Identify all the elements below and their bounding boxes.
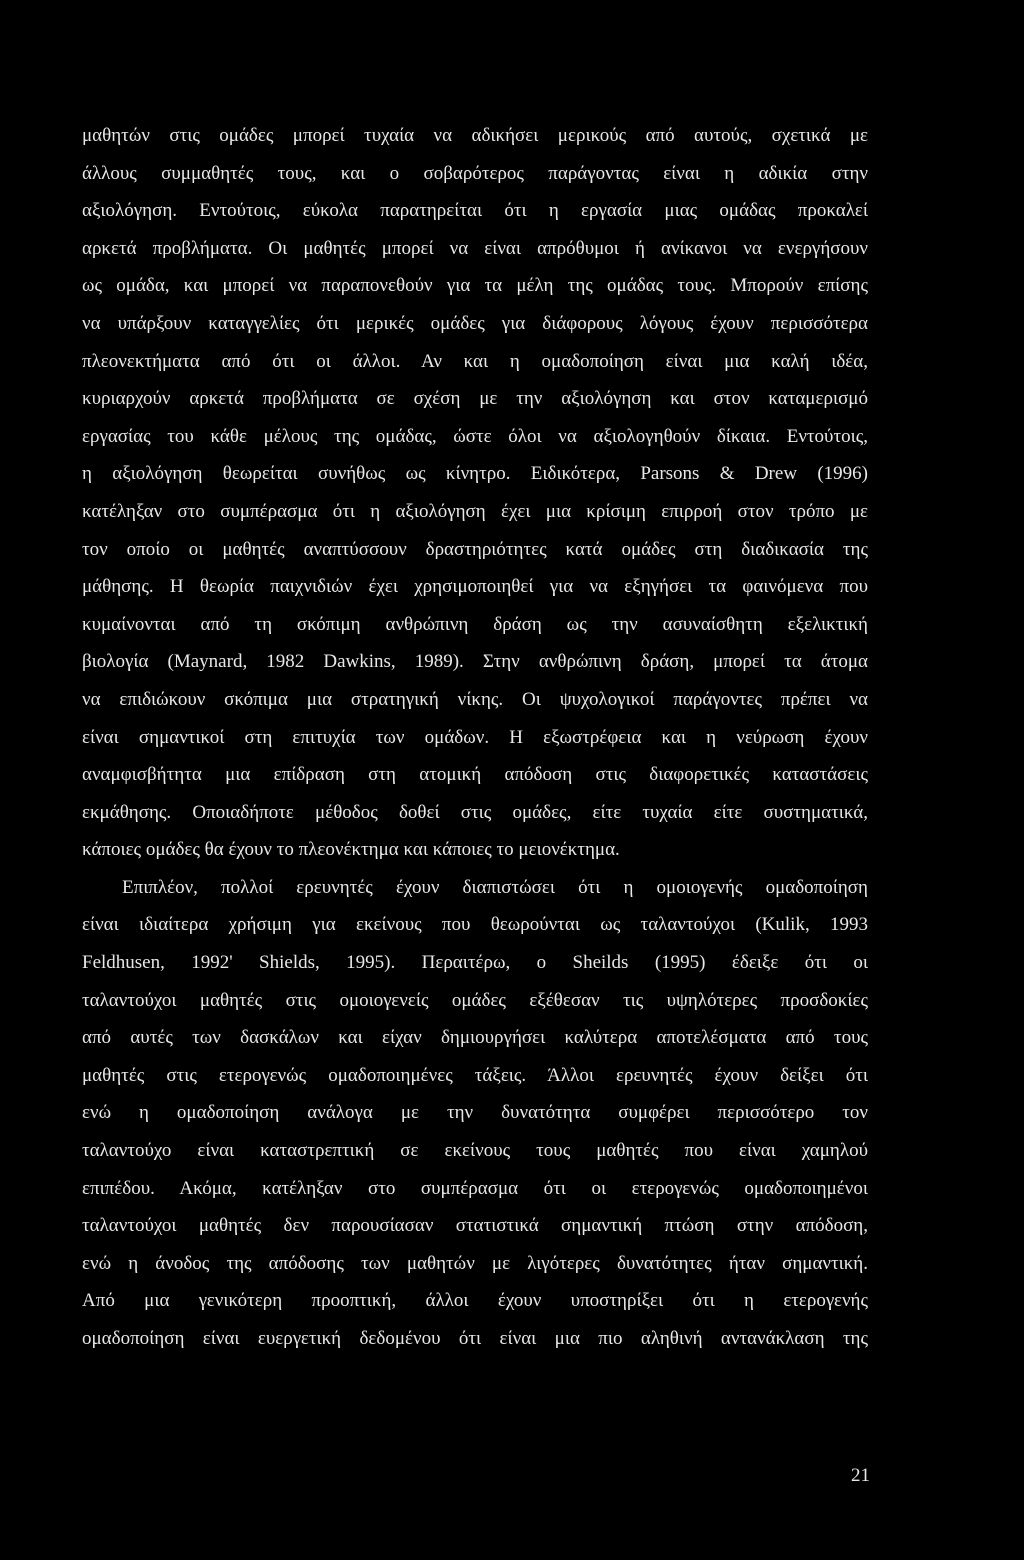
text-line: να υπάρξουν καταγγελίες ότι μερικές ομάδες για διάφορους λόγους έχουν περισσότερα — [82, 312, 868, 334]
text-line: Επιπλέον, πολλοί ερευνητές έχουν διαπιστώσει ότι η ομοιογενής ομαδοποίηση — [122, 876, 868, 898]
text-line: να επιδιώκουν σκόπιμα μια στρατηγική νίκης. Οι ψυχολογικοί παράγοντες πρέπει να — [82, 688, 868, 710]
text-line: ταλαντούχοι μαθητές δεν παρουσίασαν στατιστικά σημαντική πτώση στην απόδοση, — [82, 1215, 868, 1237]
text-line: μαθητές στις ετερογενώς ομαδοποιημένες τάξεις. Άλλοι ερευνητές έχουν δείξει ότι — [82, 1064, 868, 1086]
text-line: ταλαντούχο είναι καταστρεπτική σε εκείνους τους μαθητές που είναι χαμηλού — [82, 1140, 868, 1162]
text-line: αξιολόγηση. Εντούτοις, εύκολα παρατηρείται ότι η εργασία μιας ομάδας προκαλεί — [82, 200, 868, 222]
text-line: κυμαίνονται από τη σκόπιμη ανθρώπινη δράση ως την ασυναίσθητη εξελικτική — [82, 613, 868, 635]
text-line: Feldhusen, 1992' Shields, 1995). Περαιτέρω, ο Sheilds (1995) έδειξε ότι οι — [82, 952, 868, 974]
text-line: είναι σημαντικοί στη επιτυχία των ομάδων. Η εξωστρέφεια και η νεύρωση έχουν — [82, 726, 868, 748]
text-line: κυριαρχούν αρκετά προβλήματα σε σχέση με την αξιολόγηση και στον καταμερισμό — [82, 388, 868, 410]
text-line: κάποιες ομάδες θα έχουν το πλεονέκτημα και κάποιες το μειονέκτημα. — [82, 839, 620, 861]
text-line: μάθησης. Η θεωρία παιχνιδιών έχει χρησιμοποιηθεί για να εξηγήσει τα φαινόμενα που — [82, 576, 868, 598]
text-line: εκμάθησης. Οποιαδήποτε μέθοδος δοθεί στις ομάδες, είτε τυχαία είτε συστηματικά, — [82, 801, 868, 823]
text-line: ενώ η άνοδος της απόδοσης των μαθητών με λιγότερες δυνατότητες ήταν σημαντική. — [82, 1252, 868, 1274]
text-line: αναμφισβήτητα μια επίδραση στη ατομική απόδοση στις διαφορετικές καταστάσεις — [82, 764, 868, 786]
text-line: είναι ιδιαίτερα χρήσιμη για εκείνους που θεωρούνται ως ταλαντούχοι (Kulik, 1993 — [82, 914, 868, 936]
text-line: ομαδοποίηση είναι ευεργετική δεδομένου ότι είναι μια πιο αληθινή αντανάκλαση της — [82, 1328, 868, 1349]
text-line: τον οποίο οι μαθητές αναπτύσσουν δραστηριότητες κατά ομάδες στη διαδικασία της — [82, 538, 868, 560]
text-line: ενώ η ομαδοποίηση ανάλογα με την δυνατότητα συμφέρει περισσότερο τον — [82, 1102, 868, 1124]
text-line: βιολογία (Maynard, 1982 Dawkins, 1989). Στην ανθρώπινη δράση, μπορεί τα άτομα — [82, 651, 868, 673]
text-line: ταλαντούχοι μαθητές στις ομοιογενείς ομάδες εξέθεσαν τις υψηλότερες προσδοκίες — [82, 989, 868, 1011]
text-line: πλεονεκτήματα από ότι οι άλλοι. Αν και η ομαδοποίηση είναι μια καλή ιδέα, — [82, 350, 868, 372]
body-text — [82, 117, 868, 1358]
page-number: 21 — [851, 1465, 870, 1486]
text-line: Από μια γενικότερη προοπτική, άλλοι έχουν υποστηρίξει ότι η ετερογενής — [82, 1290, 868, 1312]
text-line: κατέληξαν στο συμπέρασμα ότι η αξιολόγηση έχει μια κρίσιμη επιρροή στον τρόπο με — [82, 500, 868, 522]
text-line: επιπέδου. Ακόμα, κατέληξαν στο συμπέρασμα ότι οι ετερογενώς ομαδοποιημένοι — [82, 1177, 868, 1199]
text-line: μαθητών στις ομάδες μπορεί τυχαία να αδικήσει μερικούς από αυτούς, σχετικά με — [82, 125, 868, 146]
text-line: από αυτές των δασκάλων και είχαν δημιουργήσει καλύτερα αποτελέσματα από τους — [82, 1027, 868, 1049]
text-line: εργασίας του κάθε μέλους της ομάδας, ώστε όλοι να αξιολογηθούν δίκαια. Εντούτοις, — [82, 425, 868, 447]
text-line: άλλους συμμαθητές τους, και ο σοβαρότερος παράγοντας είναι η αδικία στην — [82, 162, 868, 184]
text-line: ως ομάδα, και μπορεί να παραπονεθούν για τα μέλη της ομάδας τους. Μπορούν επίσης — [82, 275, 868, 297]
text-line: η αξιολόγηση θεωρείται συνήθως ως κίνητρο. Ειδικότερα, Parsons & Drew (1996) — [82, 463, 868, 485]
text-line: αρκετά προβλήματα. Οι μαθητές μπορεί να είναι απρόθυμοι ή ανίκανοι να ενεργήσουν — [82, 237, 868, 259]
